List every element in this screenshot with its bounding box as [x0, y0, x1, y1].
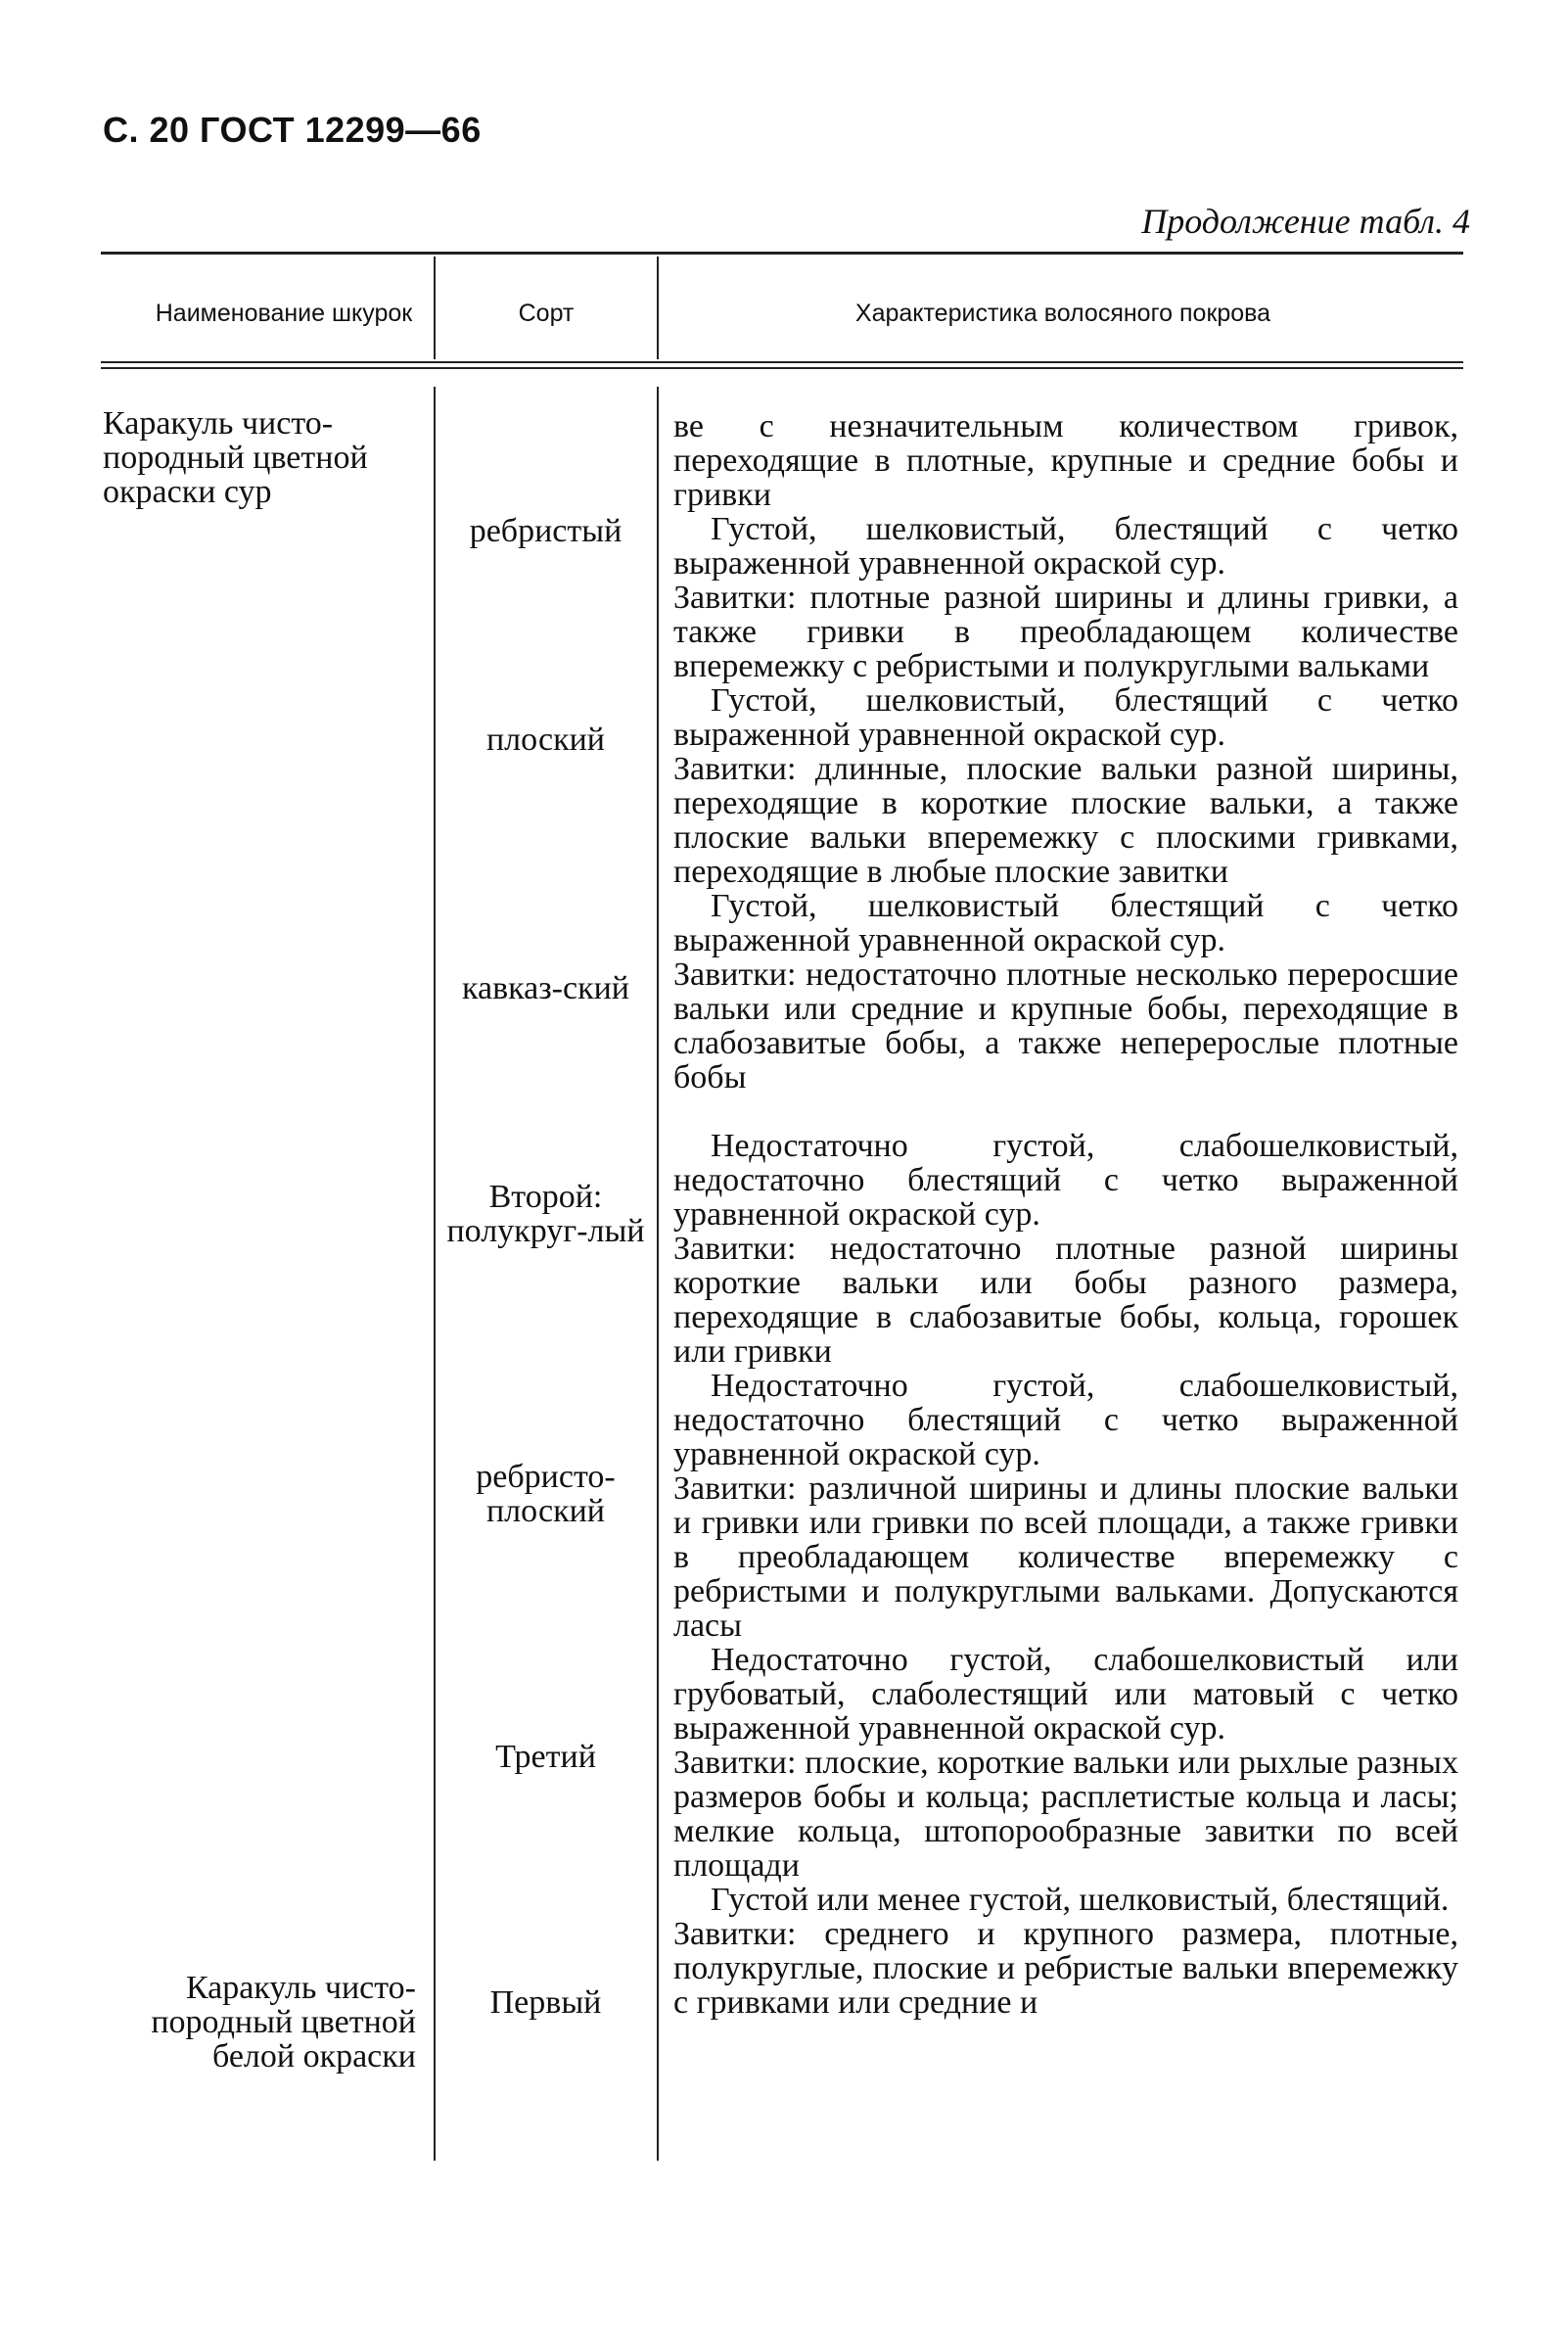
grade-caucasian: кавказ-ский [462, 970, 629, 1006]
grade-flat: плоский [485, 722, 605, 758]
grade-third: Третий [495, 1739, 596, 1775]
column-header-name: Наименование шкурок [155, 300, 413, 327]
grade-first: Первый [489, 1984, 602, 2021]
description-paragraph: Недостаточно густой, слабошелковистый, недостаточно блестящий с четко выраженной уравненной окраской сур. [673, 1128, 1458, 1233]
column-header-grade: Сорт [518, 300, 575, 327]
description-paragraph: Завитки: плоские, короткие вальки или рыхлые разных размеров бобы и кольца; расплетистые кольца и ласы; мелкие кольца, штопорообразные завитки по всей площади [673, 1745, 1458, 1884]
description-paragraph: Завитки: среднего и крупного размера, плотные, полукруглые, плоские и ребристые вальки вперемежку с гривками или средние и [673, 1916, 1458, 2021]
column-divider-1 [434, 387, 436, 2161]
description-paragraph: Завитки: недостаточно плотные несколько переросшие вальки или средние и крупные бобы, переходящие в слабозавитые бобы, а также неперерослые плотные бобы [673, 956, 1458, 1096]
description-column [673, 409, 1458, 2020]
header-bottom-rule [101, 361, 1463, 363]
description-paragraph: Недостаточно густой, слабошелковистый или грубоватый, слаболестящий или матовый с четко выраженной уравненной окраской сур. [673, 1642, 1458, 1747]
skin-name-sur: Каракуль чисто-породный цветной окраски сур [103, 405, 368, 510]
description-paragraph: Густой, шелковистый блестящий с четко выраженной уравненной окраской сур. [673, 888, 1458, 958]
page-header: С. 20 ГОСТ 12299—66 [103, 110, 482, 150]
description-paragraph: Завитки: плотные разной ширины и длины гривки, а также гривки в преобладающем количестве вперемежку с ребристыми и полукруглыми вальками [673, 580, 1458, 684]
grade-second-semicircular: Второй: полукруг-лый [446, 1179, 645, 1249]
description-paragraph: ве с незначительным количеством гривок, переходящие в плотные, крупные и средние бобы и гривки [673, 408, 1458, 513]
description-paragraph: Густой, шелковистый, блестящий с четко выраженной уравненной окраской сур. [673, 511, 1458, 582]
description-paragraph: Завитки: различной ширины и длины плоские вальки и гривки или гривки по всей площади, а также гривки в преобладающем количестве вперемежку с ребристыми и полукруглыми вальками. Допускаются ласы [673, 1470, 1458, 1644]
skin-name-white: Каракуль чисто-породный цветной белой окраски [151, 1970, 416, 2075]
header-bottom-rule-2 [101, 367, 1463, 369]
column-divider-header-1 [434, 256, 436, 359]
description-paragraph: Густой или менее густой, шелковистый, блестящий. [711, 1882, 1450, 1918]
grade-ribbed: ребристый [469, 513, 623, 549]
table-top-rule [101, 252, 1463, 255]
description-paragraph: Густой, шелковистый, блестящий с четко выраженной уравненной окраской сур. [673, 682, 1458, 753]
grade-ribbed-flat: ребристо-плоский [476, 1459, 616, 1529]
description-paragraph: Завитки: недостаточно плотные разной ширины короткие вальки или бобы разного размера, переходящие в слабозавитые бобы, кольца, горошек или гривки [673, 1231, 1458, 1370]
description-paragraph: Недостаточно густой, слабошелковистый, недостаточно блестящий с четко выраженной уравненной окраской сур. [673, 1368, 1458, 1472]
column-divider-2 [657, 387, 659, 2161]
column-header-characteristic: Характеристика волосяного покрова [854, 300, 1271, 327]
continuation-label: Продолжение табл. 4 [1141, 202, 1470, 241]
grade-column [440, 0, 651, 2331]
column-divider-header-2 [657, 256, 659, 359]
description-paragraph: Завитки: длинные, плоские вальки разной ширины, переходящие в короткие плоские вальки, а также плоские вальки вперемежку с плоскими гривками, переходящие в любые плоские завитки [673, 751, 1458, 890]
